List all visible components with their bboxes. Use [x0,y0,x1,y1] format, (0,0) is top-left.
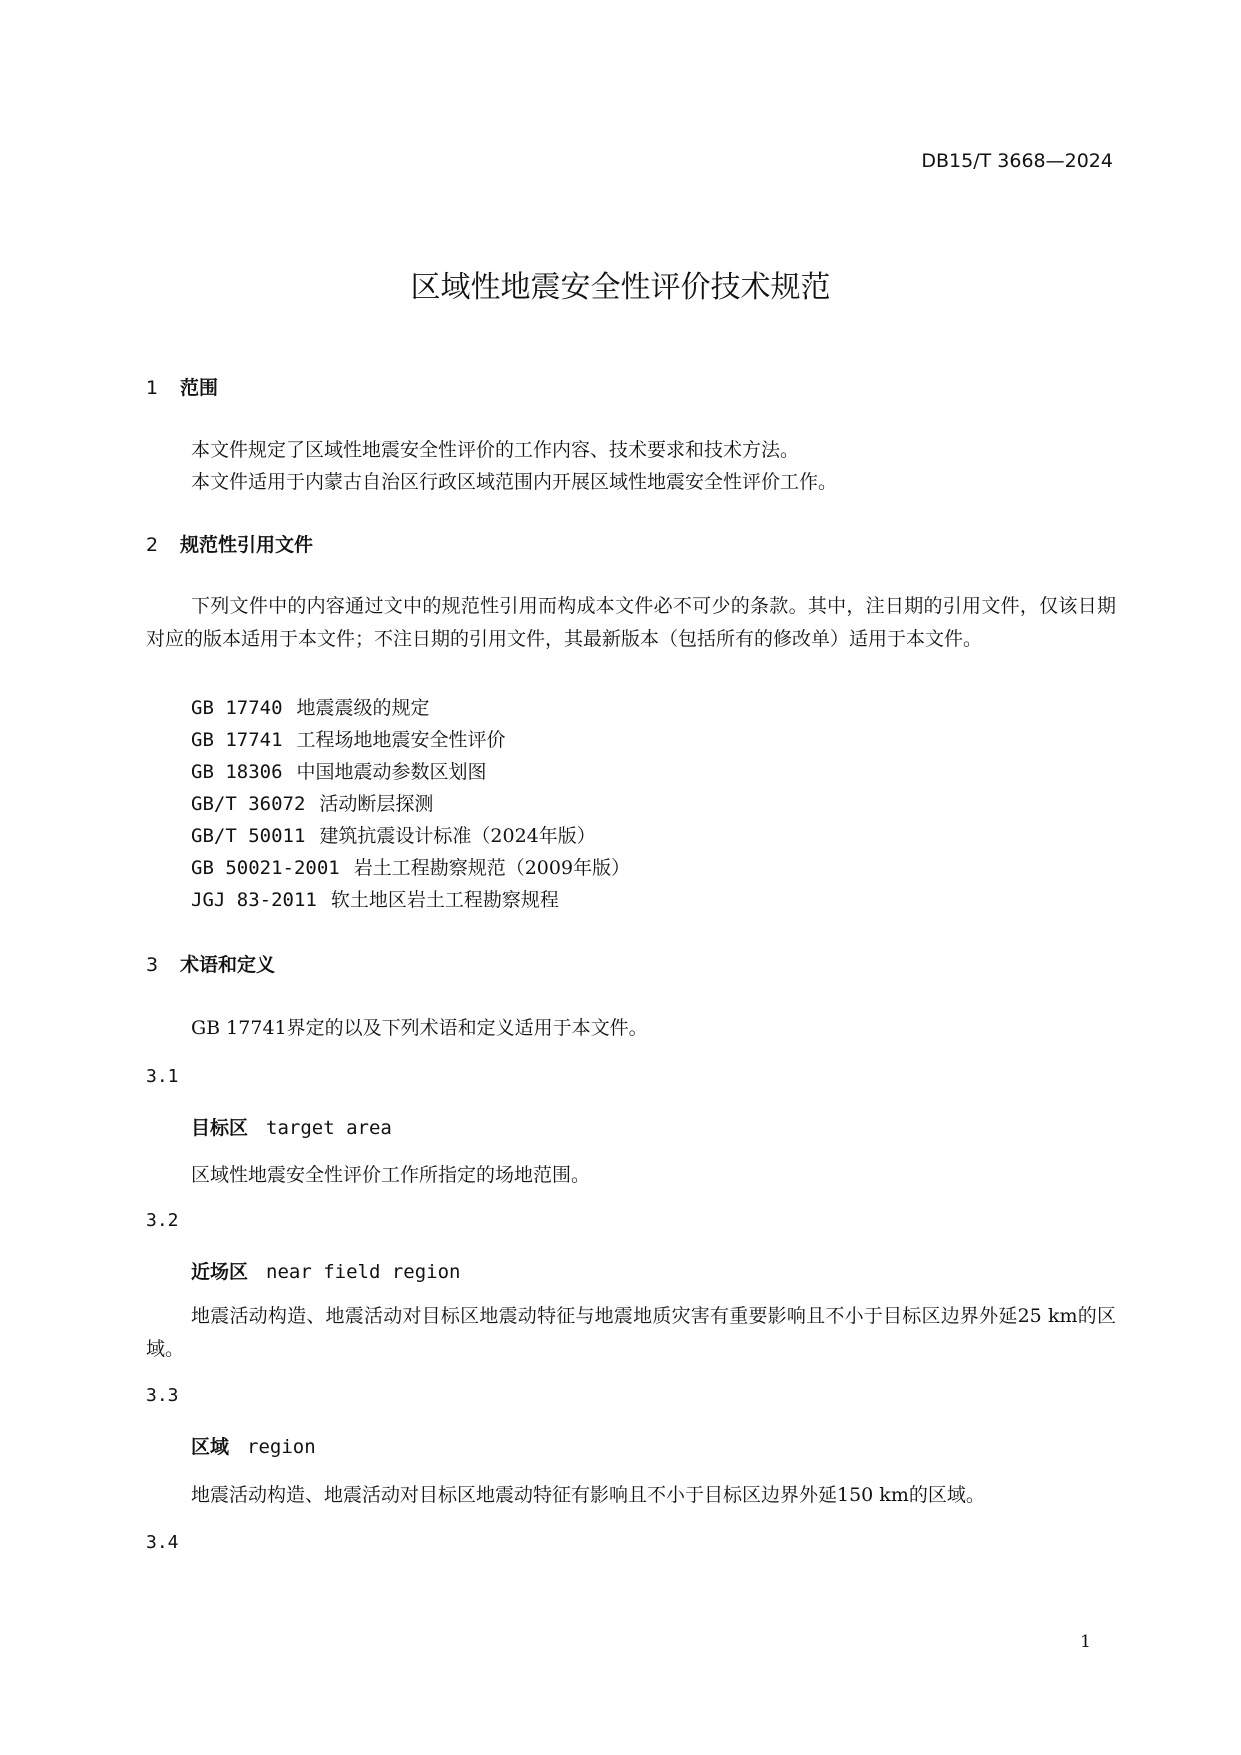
reference-code: JGJ 83-2011 [191,889,317,911]
reference-code: GB 18306 [191,761,283,783]
document-title: 区域性地震安全性评价技术规范 [410,270,831,305]
reference-title: 中国地震动参数区划图 [296,761,487,783]
section-title: 规范性引用文件 [180,534,314,556]
reference-item [191,821,596,848]
reference-code: GB 17741 [191,729,283,751]
term-definition: 地震活动构造、地震活动对目标区地震动特征与地震地质灾害有重要影响且不小于目标区边界外延25 km的区域。 [146,1305,1116,1360]
section-3-heading [146,950,275,977]
reference-item [191,885,559,912]
section-1-heading [146,373,218,400]
reference-item [191,693,430,720]
term-entry [191,1432,316,1459]
paragraph: 本文件规定了区域性地震安全性评价的工作内容、技术要求和技术方法。 [191,439,800,461]
reference-item [191,757,487,784]
paragraph: 下列文件中的内容通过文中的规范性引用而构成本文件必不可少的条款。其中，注日期的引用文件，仅该日期对应的版本适用于本文件；不注日期的引用文件，其最新版本（包括所有的修改单）适用于本文件。 [146,595,1116,650]
term-english: target area [266,1117,392,1139]
term-chinese: 区域 [191,1436,230,1458]
term-number: 3.3 [146,1385,179,1406]
reference-title: 活动断层探测 [319,793,434,815]
section-title: 范围 [180,377,219,399]
reference-title: 地震震级的规定 [296,697,430,719]
term-entry [191,1113,392,1140]
reference-code: GB/T 50011 [191,825,306,847]
section-2-heading [146,530,313,557]
paragraph: 本文件适用于内蒙古自治区行政区域范围内开展区域性地震安全性评价工作。 [191,471,838,493]
reference-title: 工程场地地震安全性评价 [296,729,506,751]
term-number: 3.4 [146,1532,179,1553]
reference-title: 岩土工程勘察规范（2009年版） [353,857,631,879]
term-number: 3.2 [146,1210,179,1231]
reference-title: 建筑抗震设计标准（2024年版） [319,825,596,847]
reference-title: 软土地区岩土工程勘察规程 [330,889,559,911]
term-number: 3.1 [146,1066,179,1087]
page-number: 1 [1080,1632,1091,1652]
paragraph: GB 17741界定的以及下列术语和定义适用于本文件。 [191,1017,648,1039]
term-chinese: 近场区 [191,1261,249,1283]
reference-item [191,789,433,816]
section-title: 术语和定义 [180,954,276,976]
term-definition: 地震活动构造、地震活动对目标区地震动特征有影响且不小于目标区边界外延150 km的区域。 [191,1484,985,1506]
term-chinese: 目标区 [191,1117,249,1139]
term-entry [191,1257,460,1284]
reference-item [191,853,630,880]
reference-item [191,725,506,752]
section-number: 2 [146,534,159,556]
term-english: region [247,1436,316,1458]
reference-code: GB 50021-2001 [191,857,340,879]
reference-code: GB 17740 [191,697,283,719]
section-number: 1 [146,377,159,399]
section-number: 3 [146,954,159,976]
term-english: near field region [266,1261,461,1283]
reference-code: GB/T 36072 [191,793,306,815]
term-definition: 区域性地震安全性评价工作所指定的场地范围。 [191,1164,591,1186]
document-code: DB15/T 3668—2024 [921,150,1113,172]
